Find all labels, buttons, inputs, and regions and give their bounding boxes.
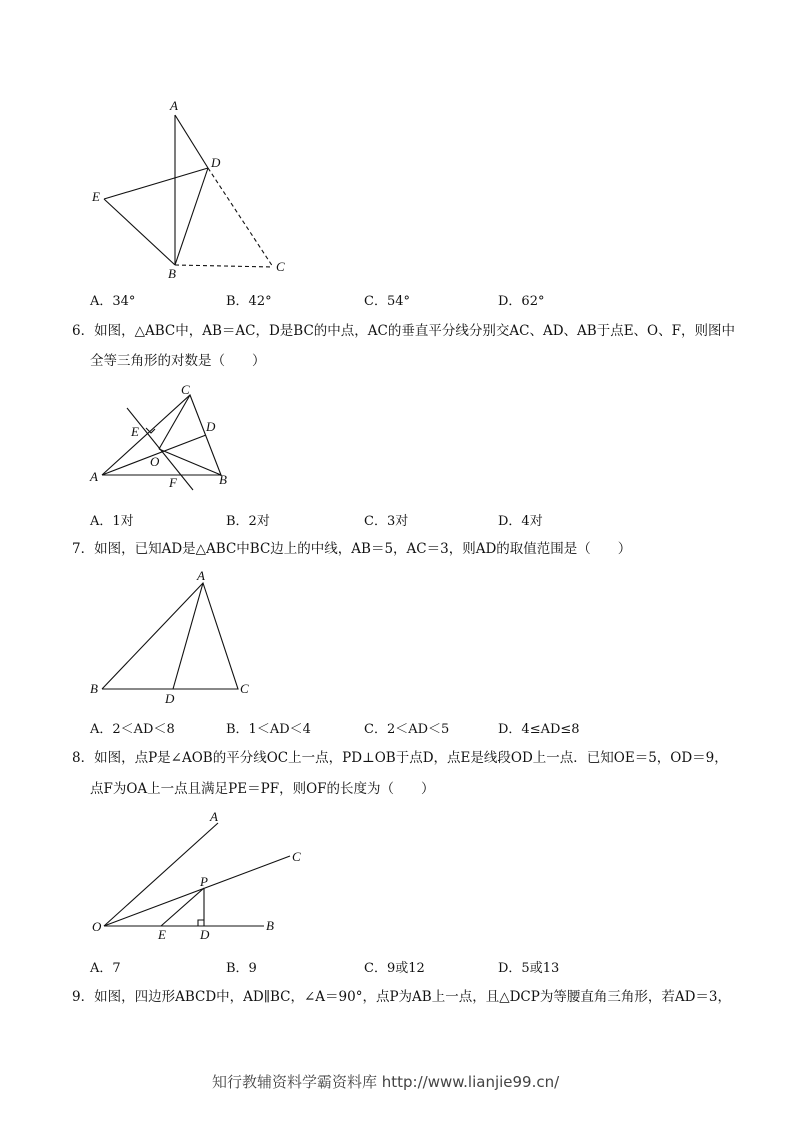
q6-option-c: C．3对 xyxy=(364,514,409,529)
q8-option-a: A．7 xyxy=(90,961,121,976)
q6-label-o: O xyxy=(150,454,160,469)
q7-triangle-abc xyxy=(102,583,238,689)
q6-label-b: B xyxy=(219,472,227,487)
q8-ray-oc xyxy=(104,856,290,926)
q6-segment-co xyxy=(159,395,190,449)
q8-label-d: D xyxy=(200,927,210,942)
q6-option-d: D．4对 xyxy=(498,514,543,529)
q6-stem-line2: 全等三角形的对数是（ ） xyxy=(90,353,266,369)
q6-triangle-abc xyxy=(102,395,221,475)
q5-figure xyxy=(80,95,300,285)
q6-segment-ob xyxy=(159,449,221,475)
q6-figure xyxy=(85,380,245,492)
q7-label-b: B xyxy=(90,681,98,696)
q8-label-b: B xyxy=(266,918,274,933)
q6-label-a: A xyxy=(90,469,98,484)
q7-option-d: D．4≤AD≤8 xyxy=(498,722,580,737)
q8-label-a: A xyxy=(210,809,218,824)
q5-segment-ed xyxy=(104,168,208,199)
q8-label-o: O xyxy=(92,919,102,934)
q5-segment-bc xyxy=(175,265,273,267)
q5-option-b: B．42° xyxy=(226,294,272,309)
q7-stem-line1: 7．如图，已知AD是△ABC中BC边上的中线，AB＝5，AC＝3，则AD的取值范围是（ ） xyxy=(72,541,632,557)
q6-label-c: C xyxy=(181,382,190,397)
q6-perpendicular-bisector xyxy=(127,408,193,490)
q8-label-c: C xyxy=(292,849,301,864)
q9-stem-line1: 9．如图，四边形ABCD中，AD∥BC，∠A＝90°，点P为AB上一点，且△DCP为等腰直角三角形，若AD＝3， xyxy=(72,989,731,1005)
q7-option-c: C．2＜AD＜5 xyxy=(364,722,450,737)
q8-option-c: C．9或12 xyxy=(364,961,425,976)
q5-segment-eb xyxy=(104,199,175,265)
q5-option-c: C．54° xyxy=(364,294,410,309)
q5-option-d: D．62° xyxy=(498,294,545,309)
q7-option-a: A．2＜AD＜8 xyxy=(90,722,175,737)
q7-label-c: C xyxy=(240,681,249,696)
q8-right-angle-mark xyxy=(198,920,204,926)
q8-figure xyxy=(88,808,313,943)
q5-label-d: D xyxy=(211,155,221,170)
q6-option-a: A．1对 xyxy=(90,514,134,529)
q6-label-d: D xyxy=(206,419,216,434)
q8-option-d: D．5或13 xyxy=(498,961,560,976)
q5-label-b: B xyxy=(168,266,176,281)
q5-segment-bd xyxy=(175,168,208,265)
q7-figure xyxy=(85,565,265,707)
q8-stem-line2: 点F为OA上一点且满足PE＝PF，则OF的长度为（ ） xyxy=(90,781,435,797)
q8-label-e: E xyxy=(158,927,166,942)
q5-label-e: E xyxy=(92,189,100,204)
q6-label-f: F xyxy=(169,475,177,490)
q6-label-e: E xyxy=(131,424,139,439)
q5-segment-dc xyxy=(208,168,273,267)
q7-label-d: D xyxy=(165,691,175,706)
q8-stem-line1: 8．如图，点P是∠AOB的平分线OC上一点，PD⊥OB于点D，点E是线段OD上一点．已知OE＝5，OD＝9， xyxy=(72,750,728,766)
q5-option-a: A．34° xyxy=(90,294,136,309)
q8-option-b: B．9 xyxy=(226,961,257,976)
q5-segment-ad xyxy=(175,115,208,168)
q6-stem-line1: 6．如图，△ABC中，AB＝AC，D是BC的中点，AC的垂直平分线分别交AC、AD、AB于点E、O、F，则图中 xyxy=(72,323,735,339)
page-footer-watermark: 知行教辅资料学霸资料库 http://www.lianjie99.cn/ xyxy=(212,1073,560,1091)
q7-option-b: B．1＜AD＜4 xyxy=(226,722,311,737)
q8-label-p: P xyxy=(200,874,208,889)
q6-option-b: B．2对 xyxy=(226,514,270,529)
q5-label-a: A xyxy=(170,98,178,113)
q7-label-a: A xyxy=(197,568,205,583)
q5-label-c: C xyxy=(276,259,285,274)
